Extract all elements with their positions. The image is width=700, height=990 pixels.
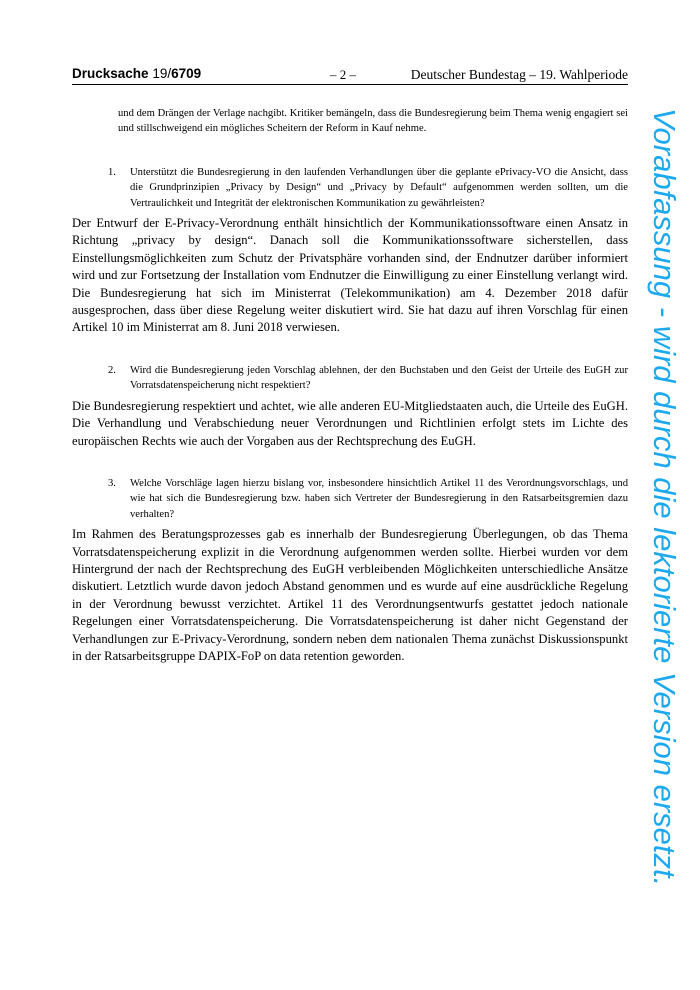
intro-continuation: und dem Drängen der Verlage nachgibt. Kritiker bemängeln, dass die Bundesregierung beim Thema wenig engagiert sei und stillschweigend ein mögliches Scheitern der Reform in Kauf nehme.: [118, 108, 628, 135]
answer-1: Der Entwurf der E-Privacy-Verordnung enthält hinsichtlich der Kommunikationssoftware einen Ansatz in Richtung „privacy by design“. Danach soll die Kommunikationssoftware sicherstellen, dass Einstellungsmöglichkeiten zum Schutz der Privatsphäre vorhanden sind, der Endnutzer darüber informiert wird und zur Fortsetzung der Installation vom Endnutzer die Einwilligung zu einer Einstellung verlangt wird. Die Bundesregierung hat sich im Ministerrat (Telekommunikation) am 4. Dezember 2018 dafür ausgesprochen, dass über diese Regelung weiter diskutiert wird. Sie hat dazu auf ihren Vorschlag für einen Artikel 10 im Ministerrat am 8. Juni 2018 verwiesen.: [72, 216, 628, 335]
document-number: [72, 66, 201, 81]
question-2: [108, 363, 628, 394]
question-text: Wird die Bundesregierung jeden Vorschlag ablehnen, der den Buchstaben und den Geist der Urteile des EuGH zur Vorratsdatenspeicherung nicht respektiert?: [130, 364, 628, 392]
page-header: [72, 64, 628, 86]
question-number: 1.: [108, 166, 116, 178]
draft-watermark: Vorabfassung - wird durch die lektorierte Version ersetzt.: [647, 108, 682, 887]
document-number-main: 6709: [171, 66, 202, 81]
question-text: Welche Vorschläge lagen hierzu bislang vor, insbesondere hinsichtlich Artikel 11 des Verordnungsvorschlags, und wie hat sich die Bundesregierung bzw. haben sich Vertreter der Bundesregierung in den Ratsarbeitsgremien dazu verhalten?: [130, 477, 628, 520]
question-number: 3.: [108, 477, 116, 489]
page-number: – 2 –: [330, 67, 356, 82]
question-3: [108, 476, 628, 522]
question-1: [108, 165, 628, 211]
answer-3: Im Rahmen des Beratungsprozesses gab es innerhalb der Bundesregierung Überlegungen, ob das Thema Vorratsdatenspeicherung explizit in die Verordnung aufgenommen werden sollte. Hierbei wurden vor dem Hintergrund der nach der Rechtsprechung des EuGH verbleibenden Möglichkeiten unterschiedliche Ansätze diskutiert. Letztlich wurde davon jedoch Abstand genommen und es wurde auf eine ausdrückliche Regelung in der Verordnung bewusst verzichtet. Artikel 11 des Verordnungsentwurfs gestattet jedoch nationale Regelungen einer Vorratsdatenspeicherung. Die Vorratsdatenspeicherung ist daher nicht Gegenstand der Verhandlungen zur E-Privacy-Verordnung, sondern neben dem nationalen Thema zunächst Diskussionspunkt in der Ratsarbeitsgruppe DAPIX-FoP on data retention geworden.: [72, 527, 628, 663]
header-rule: [72, 84, 628, 85]
document-body: [72, 106, 628, 665]
answer-2: Die Bundesregierung respektiert und achtet, wie alle anderen EU-Mitgliedstaaten auch, die Urteile des EuGH. Die Verhandlung und Verabschiedung neuer Verordnungen und Richtlinien erfolgt stets im Lichte des europäischen Rechts wie auch der Vorgaben aus der Rechtsprechung des EuGH.: [72, 398, 628, 448]
publisher-line: Deutscher Bundestag – 19. Wahlperiode: [410, 67, 628, 82]
question-text: Unterstützt die Bundesregierung in den laufenden Verhandlungen über die geplante ePrivacy-VO die Ansicht, dass die Grundprinzipien „Privacy by Design“ und „Privacy by Default“ aufgenommen werden sollten, um die Vertraulichkeit und Integrität der elektronischen Kommunikation zu gewährleisten?: [130, 166, 628, 209]
document-label: Drucksache: [72, 66, 149, 81]
question-number: 2.: [108, 364, 116, 376]
document-number-prefix: 19/: [152, 66, 172, 81]
